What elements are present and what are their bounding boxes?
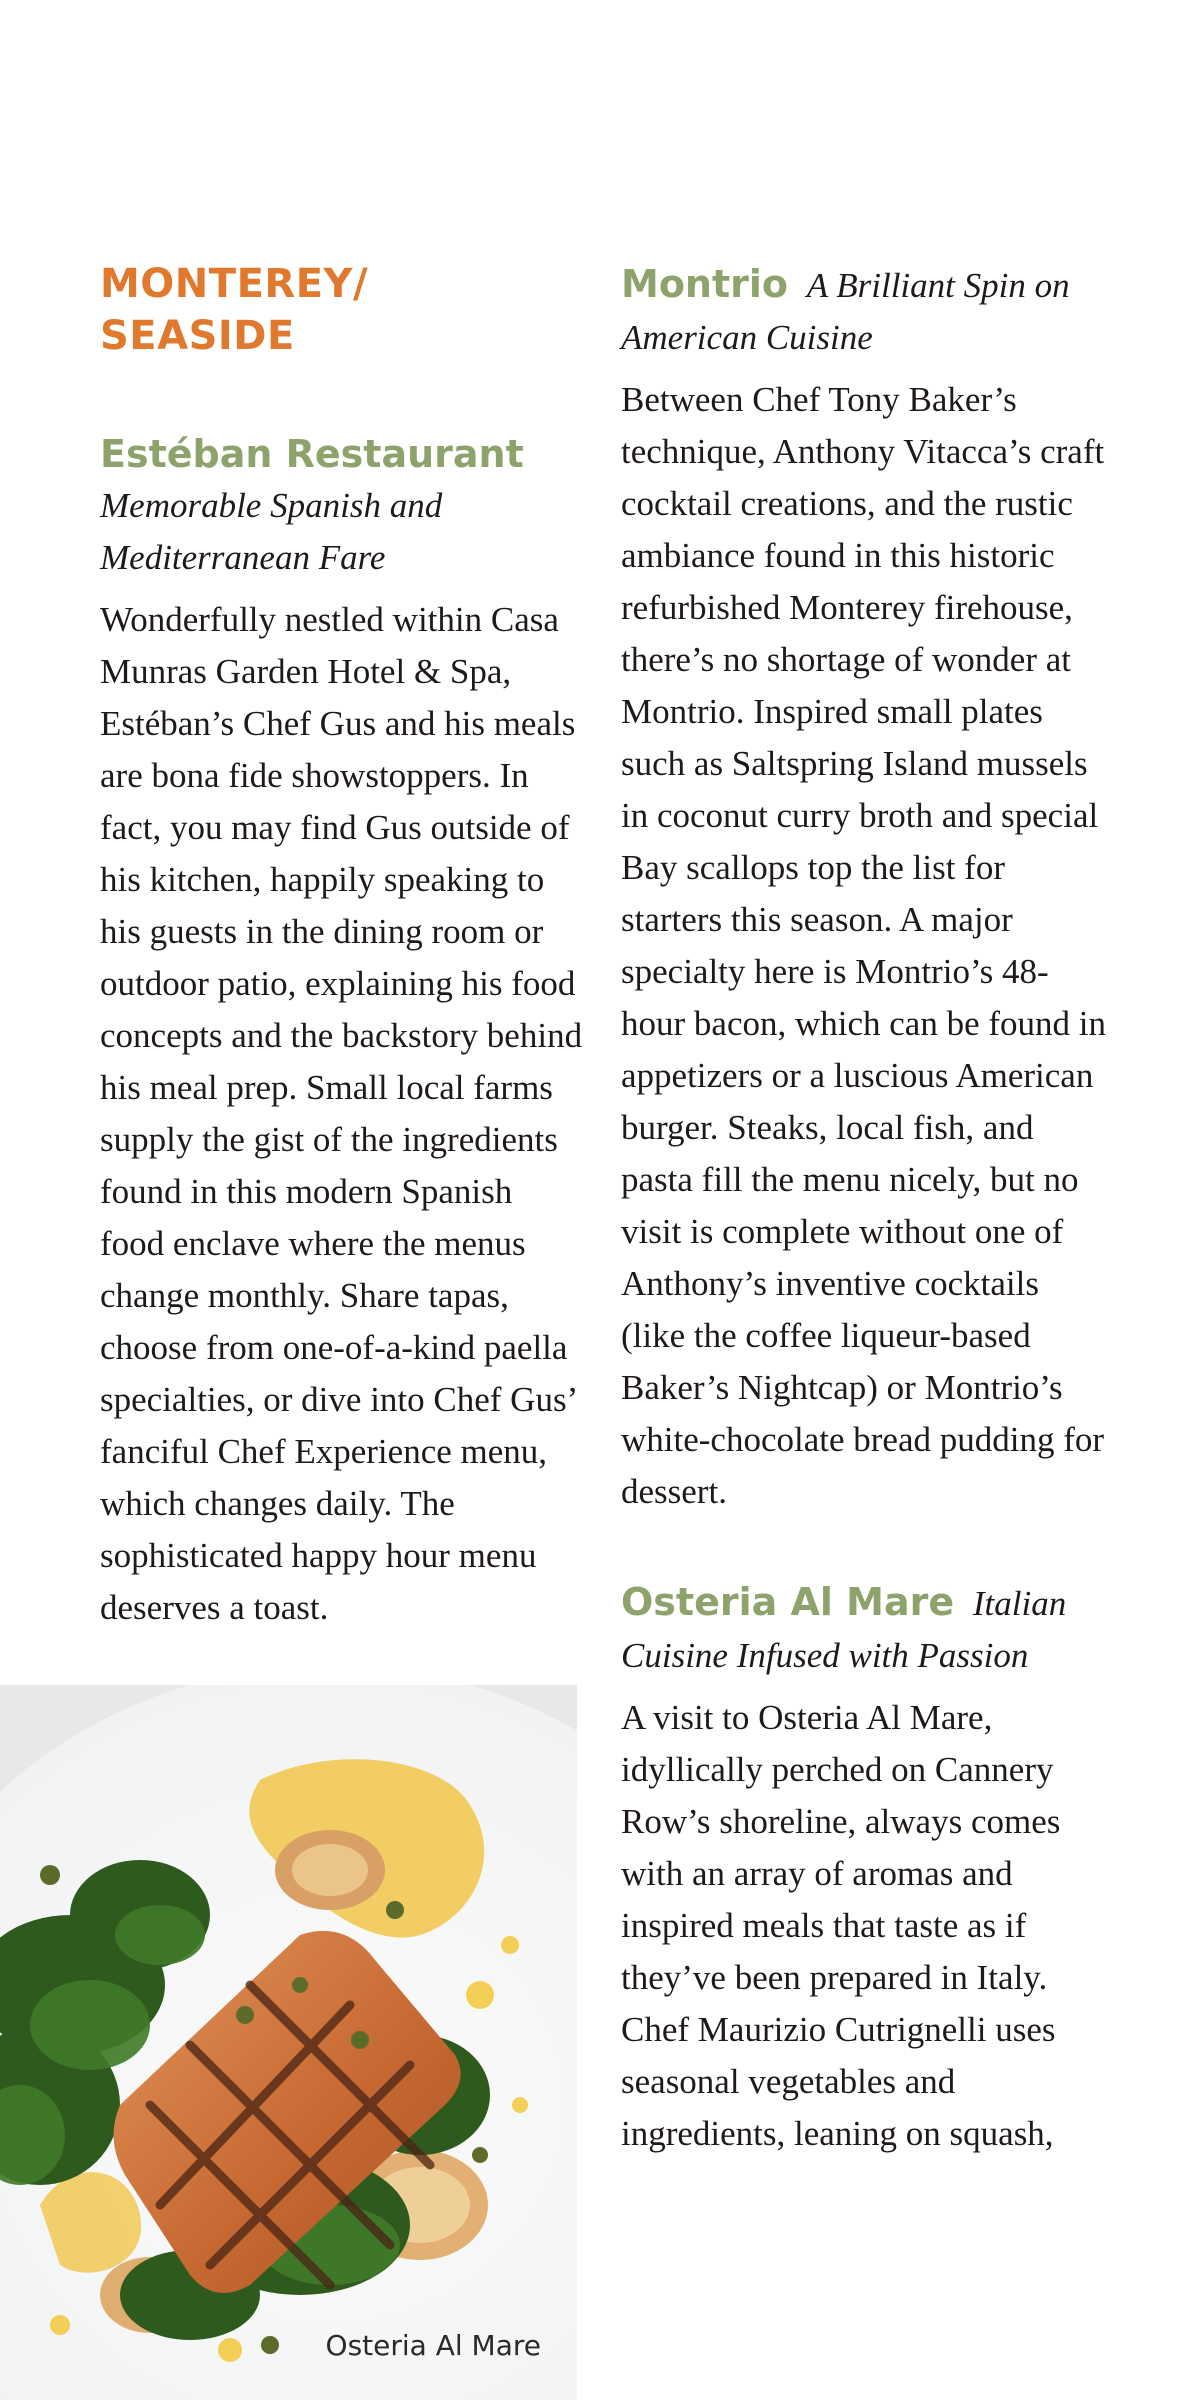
esteban-heading (100, 428, 585, 584)
left-column (100, 258, 585, 1634)
osteria-description: A visit to Osteria Al Mare, idyllically perched on Cannery Row’s shoreline, always comes with an array of aromas and inspired meals that taste as if they’ve been prepared in Italy. Chef Maurizio Cutrignelli uses seasonal vegetables and ingredients, leaning on squash, (621, 1698, 1061, 2153)
montrio-description: Between Chef Tony Baker’s technique, Anthony Vitacca’s craft cocktail creations, and the rustic ambiance found in this historic refurbished Monterey firehouse, there’s no shortage of wonder at Montrio. Inspired small plates such as Saltspring Island mussels in coconut curry broth and special Bay scallops top the list for starters this season. A major specialty here is Montrio’s 48-hour bacon, which can be found in appetizers or a luscious American burger. Steaks, local fish, and pasta fill the menu nicely, but no visit is complete without one of Anthony’s inventive cocktails (like the coffee liqueur-based Baker’s Nightcap) or Montrio’s white-chocolate bread pudding for dessert. (621, 380, 1106, 1511)
osteria-tagline: Italian Cuisine Infused with Passion (621, 1584, 1067, 1675)
section-title-line-2: SEASIDE (100, 313, 295, 359)
salmon-dish-illustration (0, 1685, 577, 2400)
food-photo (0, 1685, 577, 2400)
montrio-tagline: A Brilliant Spin on American Cuisine (621, 266, 1070, 357)
montrio-heading (621, 258, 1111, 364)
esteban-name: Estéban Restaurant (100, 432, 524, 476)
right-column (621, 258, 1111, 2160)
photo-caption: Osteria Al Mare (325, 2329, 541, 2362)
section-title (100, 258, 585, 362)
esteban-tagline-line-1: Memorable Spanish and (100, 486, 443, 525)
montrio-name: Montrio (621, 262, 789, 306)
section-title-line-1: MONTEREY/ (100, 261, 369, 307)
osteria-heading (621, 1576, 1111, 1682)
esteban-tagline-line-2: Mediterranean Fare (100, 538, 386, 577)
osteria-name: Osteria Al Mare (621, 1580, 955, 1624)
esteban-description: Wonderfully nestled within Casa Munras Garden Hotel & Spa, Estéban’s Chef Gus and his meals are bona fide showstoppers. In fact, you may find Gus outside of his kitchen, happily speaking to his guests in the dining room or outdoor patio, explaining his food concepts and the backstory behind his meal prep. Small local farms supply the gist of the ingredients found in this modern Spanish food enclave where the menus change monthly. Share tapas, choose from one-of-a-kind paella specialties, or dive into Chef Gus’ fanciful Chef Experience menu, which changes daily. The sophisticated happy hour menu deserves a toast. (100, 600, 583, 1627)
